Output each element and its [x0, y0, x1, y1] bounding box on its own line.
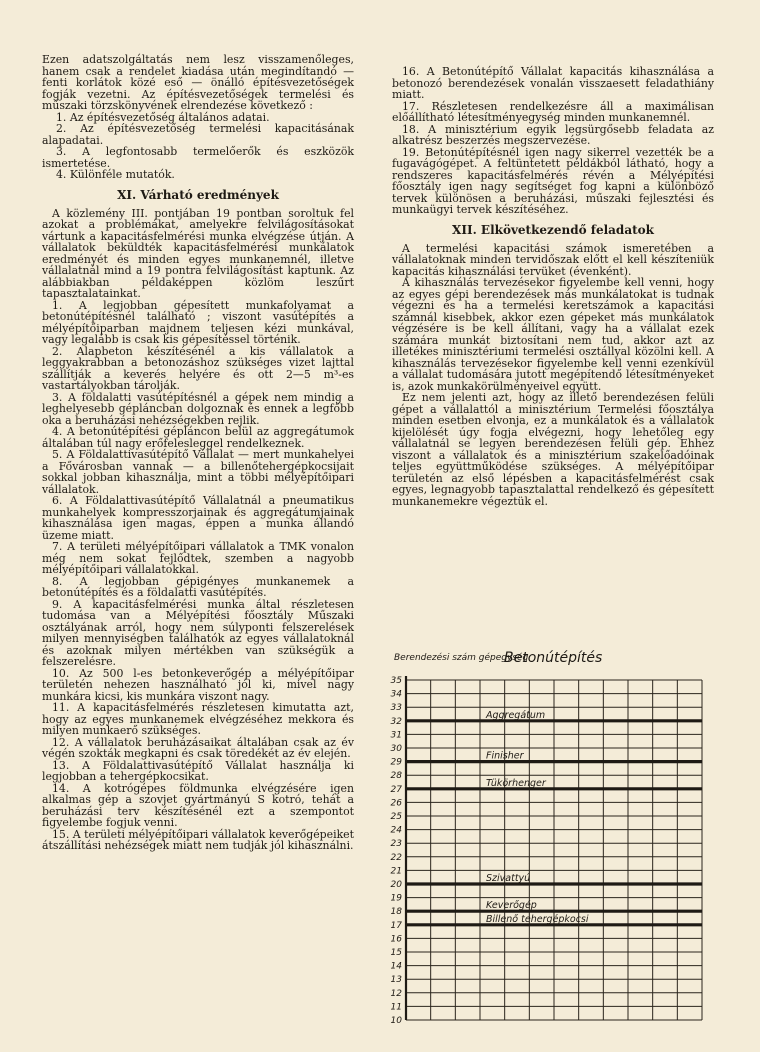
paragraph: 12. A vállalatok beruházásaikat általában csak az év végén szokták megkapni és csak töredékét az év elején. — [42, 735, 354, 760]
paragraph: 8. A legjobban gépigényes munkanemek a betonútépítés és a földalatti vasútépítés. — [42, 574, 354, 599]
bar-label: Billenő tehergépkocsi — [486, 913, 589, 925]
bar-label: Aggregátum — [486, 709, 546, 721]
y-tick-label: 23 — [390, 839, 402, 850]
paragraph: 1. A legjobban gépesített munkafolyamat a betonútépítésnél található ; viszont vasútépítés a mélyépítőiparban majdnem teljesen kézi munkával, vagy legalább is csak kis gépesítéssel történik. — [42, 298, 354, 346]
y-tick-label: 11 — [390, 1002, 402, 1013]
paragraph: 11. A kapacitásfelmérés részletesen kimutatta azt, hogy az egyes munkanemek elvégzéséhez mekkora és milyen munkaerő szükséges. — [42, 701, 354, 737]
paragraph: 14. A kotrógépes földmunka elvégzésére igen alkalmas gép a szovjet gyártmányú S kotró, tehát a beruházási terv készítésénél ezt a szempontot figyelembe fogjuk venni. — [42, 781, 354, 829]
paragraph: Ezen adatszolgáltatás nem lesz visszamenőleges, hanem csak a rendelet kiadása után megindítandó — fenti korlátok közé eső — önálló építésvezetőségek fogják vezetni. Az építésvezetőségek termelési és műszaki törzskönyvének elrendezése következő : — [42, 53, 354, 112]
y-tick-label: 25 — [390, 812, 402, 822]
y-tick-label: 32 — [390, 716, 402, 727]
paragraph: 16. A Betonútépítő Vállalat kapacitás kihasználása a betonozó berendezések vonalán visszaesett feladathiány miatt. — [392, 65, 714, 101]
paragraph: 2. Alapbeton készítésénél a kis vállalatok a leggyakrabban a betonozáshoz szükséges vizet lajttal szállítják a keverés helyére és ott 2—5 m³-es vastartályokban tárolják. — [42, 344, 354, 392]
list-item: 4. Különféle mutatók. — [56, 168, 175, 181]
section-heading: XII. Elkövetkezendő feladatok — [452, 222, 654, 237]
paragraph: 3. A földalatti vasútépítésnél a gépek nem mindig a leghelyesebb gépláncban dolgoznak és ennek a legfőbb oka a beruházási nehézségekben rejlik. — [42, 390, 354, 427]
bar-label: Keverőgép — [486, 900, 537, 912]
y-axis-label: Berendezési szám gépegység — [394, 653, 529, 663]
paragraph: Ez nem jelenti azt, hogy az illető berendezésen felüli gépet a vállalattól a minisztérium Termelési főosztálya minden esetben elvonja, ez a munkálatok és a vállalatok kijelölését úgy fogja elvégezni, hogy lehetőleg egy vállalatnál se legyen berendezésen felüli gép. Ehhez viszont a vállalatok és a minisztérium szakelőadóinak teljes együttműködése szükséges. A mélyépítőipar területén az első lépésben a kapacitásfelmérést csak egyes, legnagyobb tapasztalattal rendelkező és gépesített munkanemekre végeztük el. — [392, 391, 714, 508]
paragraph: 6. A Földalattivasútépítő Vállalatnál a pneumatikus munkahelyek kompresszorjainak és aggregátumjainak kihasználása igen magas, éppen a munka állandó üzeme miatt. — [42, 494, 354, 542]
paragraph: A közlemény III. pontjában 19 pontban soroltuk fel azokat a problémákat, amelyekre felvilágosításokat vártunk a kapacitásfelmérési munka elvégzése útján. A vállalatok beküldték kapacitásfelmérési munkálatok eredményét és minden egyes munkanemnél, illetve vállalatnál mind a 19 pontra felvilágosítást kaptunk. Az alábbiakban példaképpen közlöm leszűrt tapasztalatainkat. — [42, 206, 354, 300]
y-tick-label: 18 — [390, 907, 402, 918]
paragraph: 17. Részletesen rendelkezésre áll a maximálisan előállítható létesítményegység minden munkanemnél. — [392, 99, 714, 124]
paragraph: 9. A kapacitásfelmérési munka által részletesen tudomása van a Mélyépítési főosztály Műszaki osztályának arról, hogy nem súlyponti felszerelések milyen mennyiségben találhatók az egyes vállalatoknál és azoknak milyen mértékben van szükségük a felszerelésre. — [42, 597, 354, 668]
chart-title: Betonútépítés — [504, 650, 603, 666]
y-tick-label: 31 — [390, 730, 402, 741]
y-tick-label: 13 — [390, 975, 402, 986]
section-heading: XI. Várható eredmények — [117, 187, 279, 202]
y-tick-label: 34 — [390, 689, 402, 700]
y-tick-label: 24 — [390, 825, 402, 836]
y-tick-label: 15 — [390, 948, 402, 958]
y-tick-label: 33 — [390, 703, 402, 714]
left-column — [42, 54, 354, 852]
y-tick-labels — [391, 676, 403, 1026]
paragraph: 5. A Földalattivasútépítő Vállalat — mert munkahelyei a Fővárosban vannak — a billenőtehergépkocsijait sokkal jobban kihasználja, mint a többi mélyépítőipari vállalatok. — [42, 448, 354, 496]
list-item: 2. Az építésvezetőség termelési kapacitásának alapadatai. — [42, 122, 354, 147]
y-tick-label: 26 — [390, 798, 402, 809]
paragraph: A kihasználás tervezésekor figyelembe kell venni, hogy az egyes gépi berendezések más munkálatokat is tudnak végezni és ha a termelési keretszámok a kapacitási számnál kisebbek, akkor ezen gépeket más munkálatok végzésére is be kell állítani, vagy ha a vállalat ezek számára munkát biztosítani nem tud, akkor azt az illetékes minisztériumi termelési osztállyal közölni kell. A kihasználás tervezésekor figyelembe kell venni ezenkívül a vállalat tudomására jutott megépítendő létesítményeket is, azok munkakörülményeivel együtt. — [392, 276, 714, 393]
y-tick-label: 28 — [390, 771, 402, 782]
y-tick-label: 35 — [390, 676, 402, 686]
bar-label: Finisher — [486, 750, 524, 762]
list-item: 3. A legfontosabb termelőerők és eszközök ismertetése. — [42, 145, 354, 170]
y-tick-label: 14 — [390, 961, 402, 972]
list-item: 1. Az építésvezetőség általános adatai. — [56, 110, 270, 124]
paragraph: 13. A Földalattivasútépítő Vállalat használja ki legjobban a tehergépkocsikat. — [42, 758, 354, 783]
y-tick-label: 19 — [390, 893, 402, 904]
paragraph: 19. Betonútépítésnél igen nagy sikerrel vezették be a fugavágógépet. A feltüntetett példákból látható, hogy a rendszeres kapacitásfelmérés révén a Mélyépítési főosztály igen nagy segítséget fog kapni a különböző tervek különösen a beruházási, műszaki fejlesztési és munkaügyi tervek készítéséhez. — [392, 145, 714, 216]
paragraph: 7. A területi mélyépítőipari vállalatok a TMK vonalon még nem sokat fejlődtek, szemben a nagyobb mélyépítőipari vállalatokkal. — [42, 540, 354, 576]
y-tick-label: 12 — [390, 988, 402, 999]
y-tick-label: 17 — [390, 920, 402, 931]
y-tick-label: 27 — [390, 784, 402, 795]
paragraph: 10. Az 500 l-es betonkeverőgép a mélyépítőipar területén nehezen használható jól ki, mivel nagy munkára kicsi, kis munkára viszont nagy. — [42, 666, 354, 703]
y-tick-label: 21 — [390, 866, 402, 877]
y-tick-label: 10 — [390, 1016, 402, 1026]
paragraph: 18. A minisztérium egyik legsürgősebb feladata az alkatrész beszerzés megszervezése. — [392, 122, 714, 147]
y-tick-label: 29 — [390, 757, 402, 768]
paragraph: 4. A betonútépítési gépláncon belül az aggregátumok általában túl nagy erőfelesleggel rendelkeznek. — [42, 425, 354, 450]
y-tick-label: 16 — [390, 934, 402, 945]
equipment-chart — [376, 648, 714, 1028]
bar-label: Szivattyú — [486, 873, 531, 884]
paragraph: A termelési kapacitási számok ismeretében a vállalatoknak minden tervidőszak előtt el kell készíteniük kapacitás kihasználási tervüket (évenként). — [392, 241, 714, 278]
y-tick-label: 30 — [390, 744, 402, 754]
paragraph: 15. A területi mélyépítőipari vállalatok keverőgépeiket átszállítási nehézségek miatt nem tudják jól kihasználni. — [42, 827, 354, 852]
y-tick-label: 22 — [390, 852, 402, 863]
right-column — [392, 66, 714, 507]
bar-label: Tükörhenger — [486, 777, 546, 789]
y-tick-label: 20 — [390, 880, 402, 890]
chart-grid — [406, 676, 702, 1020]
